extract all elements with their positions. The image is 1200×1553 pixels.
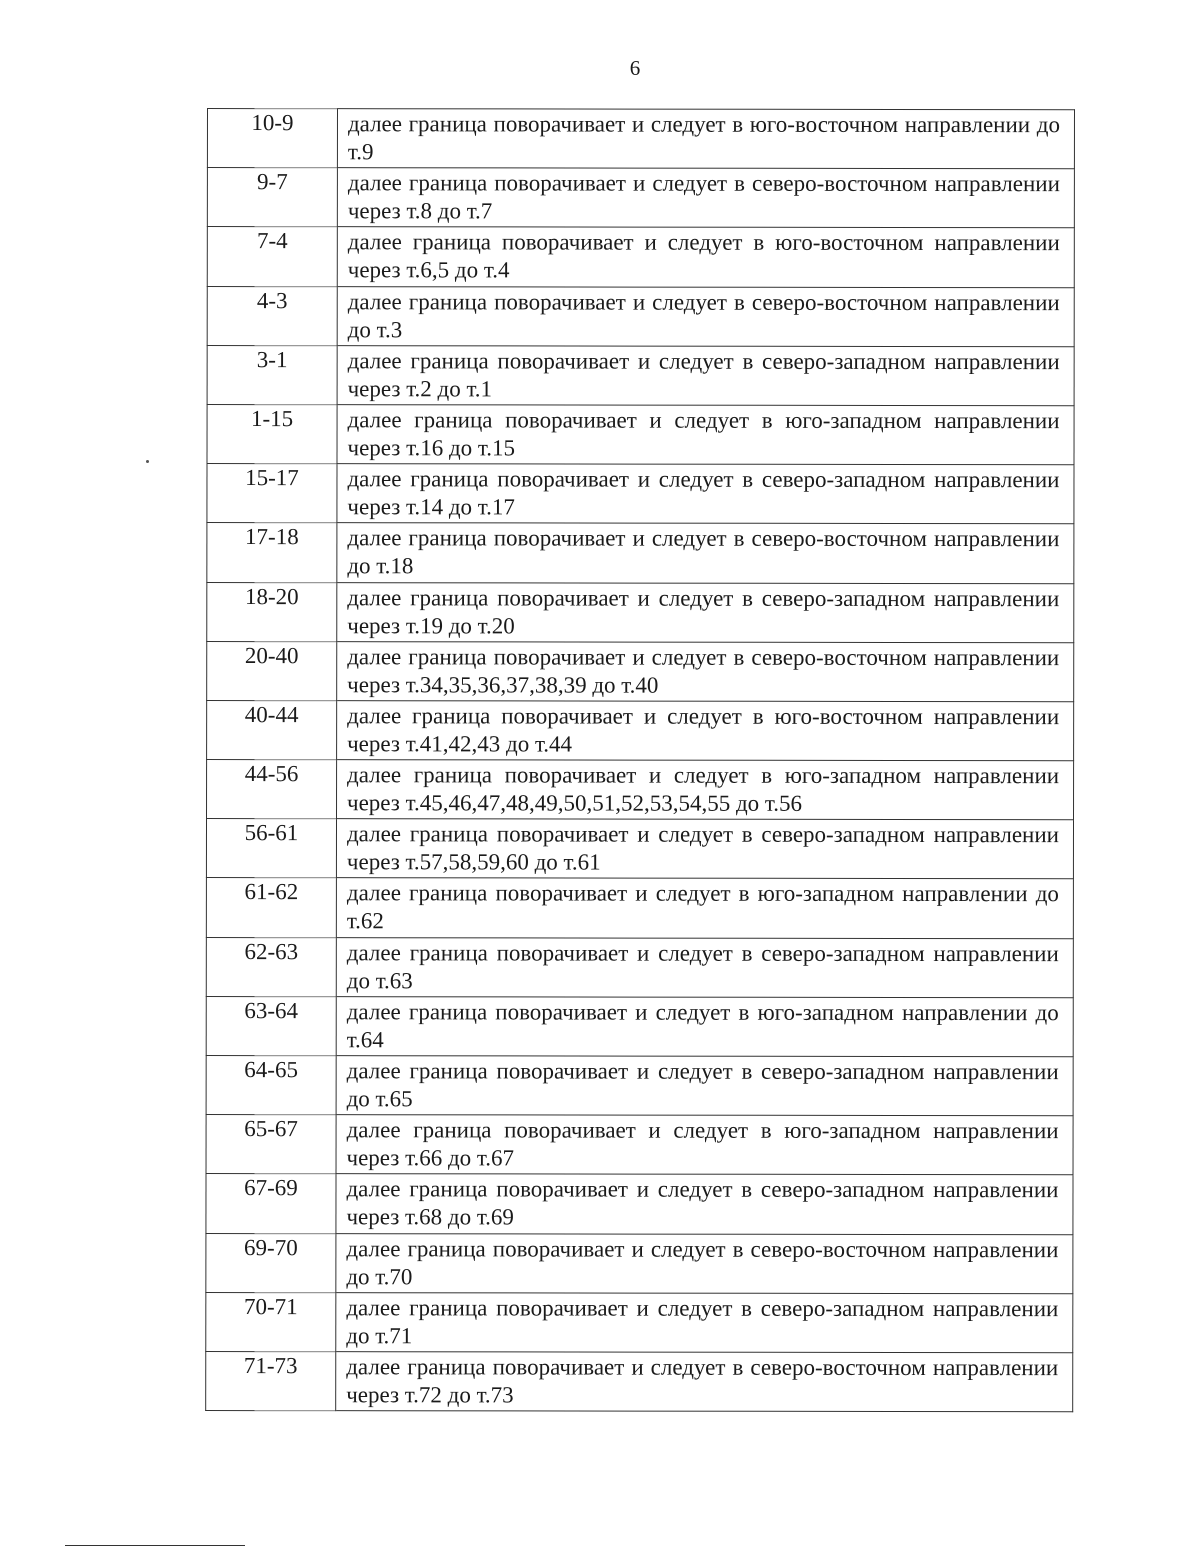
description-cell: далее граница поворачивает и следует в северо-восточном направлении до т.3 [337, 286, 1074, 346]
segment-cell: 4-3 [207, 286, 337, 345]
description-cell: далее граница поворачивает и следует в северо-западном направлении до т.63 [336, 937, 1073, 997]
table-row [206, 1115, 1073, 1175]
description-cell: далее граница поворачивает и следует в юго-восточном направлении до т.9 [337, 109, 1074, 169]
table-row [206, 1174, 1073, 1234]
table-row [207, 404, 1074, 464]
description-cell: далее граница поворачивает и следует в северо-восточном направлении через т.72 до т.73 [336, 1352, 1073, 1412]
segment-cell: 17-18 [207, 523, 337, 582]
table-row [207, 582, 1074, 642]
segment-cell: 3-1 [207, 345, 337, 404]
table-row [207, 523, 1074, 583]
description-cell: далее граница поворачивает и следует в юго-западном направлении до т.64 [336, 996, 1073, 1056]
segment-cell: 7-4 [207, 227, 337, 286]
table-row [206, 1055, 1073, 1115]
segment-cell: 61-62 [206, 878, 336, 937]
description-cell: далее граница поворачивает и следует в юго-западном направлении до т.62 [336, 878, 1073, 938]
segment-cell: 9-7 [207, 168, 337, 227]
segment-cell: 18-20 [207, 582, 337, 641]
description-cell: далее граница поворачивает и следует в северо-восточном направлении через т.34,35,36,37,38,39 до т.40 [337, 641, 1074, 701]
segment-cell: 65-67 [206, 1115, 336, 1174]
segment-cell: 71-73 [206, 1351, 336, 1410]
segment-cell: 64-65 [206, 1055, 336, 1114]
table-row [207, 464, 1074, 524]
table-row [206, 819, 1073, 879]
table-row [207, 168, 1074, 228]
description-cell: далее граница поворачивает и следует в северо-восточном направлении до т.18 [337, 523, 1074, 583]
table-row [207, 700, 1074, 760]
segment-cell: 70-71 [206, 1292, 336, 1351]
table-row [206, 1351, 1073, 1411]
description-cell: далее граница поворачивает и следует в северо-западном направлении до т.71 [336, 1292, 1073, 1352]
table-row [207, 109, 1074, 169]
table-row [207, 227, 1074, 287]
description-cell: далее граница поворачивает и следует в северо-западном направлении до т.65 [336, 1056, 1073, 1116]
table-row [206, 878, 1073, 938]
table-row [207, 286, 1074, 346]
description-cell: далее граница поворачивает и следует в юго-западном направлении через т.16 до т.15 [337, 405, 1074, 465]
segment-cell: 56-61 [206, 819, 336, 878]
description-cell: далее граница поворачивает и следует в северо-западном направлении через т.57,58,59,60 до т.61 [336, 819, 1073, 879]
segment-cell: 67-69 [206, 1174, 336, 1233]
description-cell: далее граница поворачивает и следует в северо-западном направлении через т.19 до т.20 [337, 582, 1074, 642]
description-cell: далее граница поворачивает и следует в северо-восточном направлении до т.70 [336, 1233, 1073, 1293]
table-row [206, 1292, 1073, 1352]
segment-cell: 63-64 [206, 996, 336, 1055]
footnote-rule [65, 1545, 245, 1546]
table-row [206, 937, 1073, 997]
description-cell: далее граница поворачивает и следует в северо-западном направлении через т.2 до т.1 [337, 345, 1074, 405]
segment-cell: 15-17 [207, 464, 337, 523]
segment-cell: 10-9 [207, 109, 337, 168]
table-row [206, 996, 1073, 1056]
table-row [207, 345, 1074, 405]
table-row [206, 1233, 1073, 1293]
description-cell: далее граница поворачивает и следует в юго-восточном направлении через т.41,42,43 до т.44 [337, 701, 1074, 761]
segment-cell: 69-70 [206, 1233, 336, 1292]
description-cell: далее граница поворачивает и следует в северо-западном направлении через т.14 до т.17 [337, 464, 1074, 524]
boundary-description-table [205, 108, 1075, 1412]
description-cell: далее граница поворачивает и следует в юго-западном направлении через т.45,46,47,48,49,50,51,52,53,54,55 до т.56 [337, 760, 1074, 820]
table-row [207, 641, 1074, 701]
description-cell: далее граница поворачивает и следует в юго-восточном направлении через т.6,5 до т.4 [337, 227, 1074, 287]
description-cell: далее граница поворачивает и следует в северо-западном направлении через т.68 до т.69 [336, 1174, 1073, 1234]
page-number: 6 [629, 56, 641, 80]
description-cell: далее граница поворачивает и следует в юго-западном направлении через т.66 до т.67 [336, 1115, 1073, 1175]
table-body [206, 109, 1075, 1412]
description-cell: далее граница поворачивает и следует в северо-восточном направлении через т.8 до т.7 [337, 168, 1074, 228]
segment-cell: 40-44 [207, 700, 337, 759]
scan-mark [146, 460, 149, 463]
segment-cell: 1-15 [207, 404, 337, 463]
segment-cell: 20-40 [207, 641, 337, 700]
segment-cell: 62-63 [206, 937, 336, 996]
segment-cell: 44-56 [207, 760, 337, 819]
table-row [207, 760, 1074, 820]
